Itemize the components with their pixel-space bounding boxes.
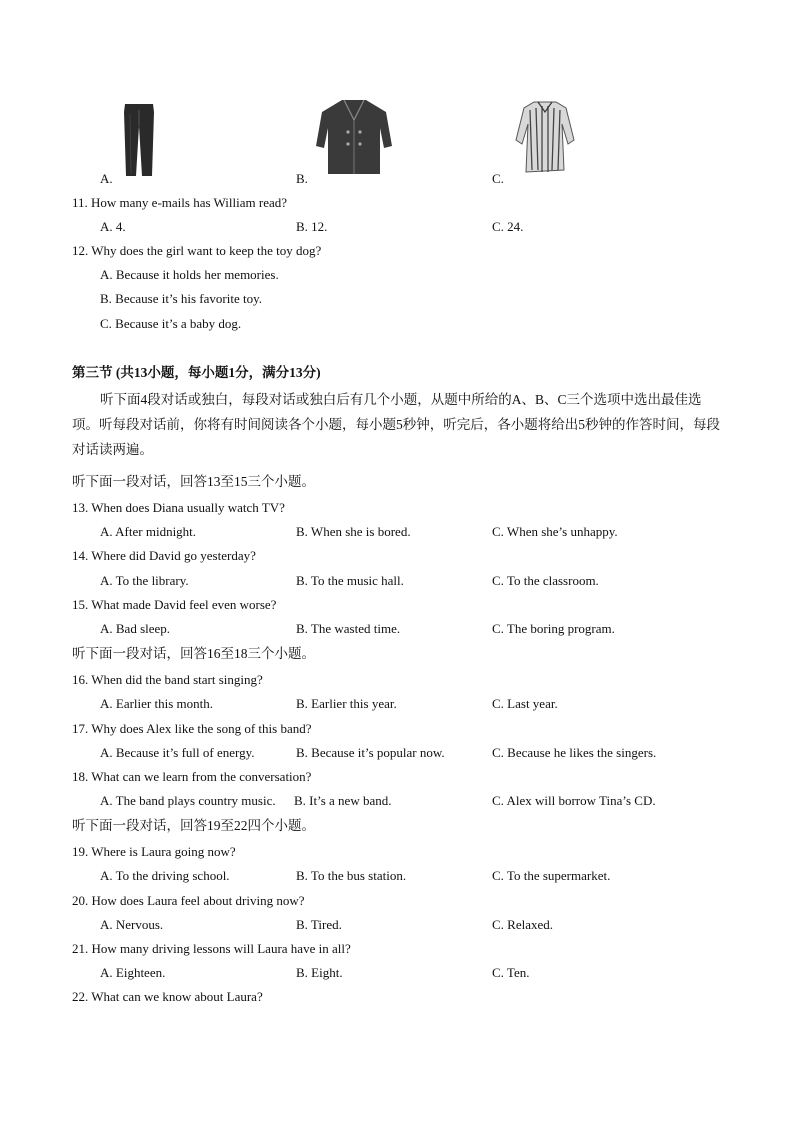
q18-option-b: B. It’s a new band. <box>294 793 392 808</box>
q14-option-c: C. To the classroom. <box>492 573 599 588</box>
q21-option-c: C. Ten. <box>492 965 530 980</box>
question-17: 17. Why does Alex like the song of this band? <box>72 721 312 736</box>
q20-option-a: A. Nervous. <box>100 917 164 932</box>
group-3-note: 听下面一段对话，回答19至22四个小题。 <box>72 818 315 833</box>
q13-option-a: A. After midnight. <box>100 524 197 539</box>
q15-option-b: B. The wasted time. <box>296 621 401 636</box>
q13-option-b: B. When she is bored. <box>296 524 411 539</box>
q15-option-a: A. Bad sleep. <box>100 621 171 636</box>
q13-option-c: C. When she’s unhappy. <box>492 524 618 539</box>
question-22: 22. What can we know about Laura? <box>72 989 263 1004</box>
q18-option-c: C. Alex will borrow Tina’s CD. <box>492 793 656 808</box>
q16-option-a: A. Earlier this month. <box>100 696 214 711</box>
q17-option-b: B. Because it’s popular now. <box>296 745 445 760</box>
coat-image <box>314 98 394 178</box>
question-13: 13. When does Diana usually watch TV? <box>72 500 285 515</box>
q12-option-b: B. Because it’s his favorite toy. <box>100 291 262 306</box>
q21-option-b: B. Eight. <box>296 965 343 980</box>
q20-option-b: B. Tired. <box>296 917 342 932</box>
q19-option-a: A. To the driving school. <box>100 868 230 883</box>
q15-option-c: C. The boring program. <box>492 621 615 636</box>
q12-option-a: A. Because it holds her memories. <box>100 267 279 282</box>
q21-option-a: A. Eighteen. <box>100 965 166 980</box>
question-21: 21. How many driving lessons will Laura have in all? <box>72 941 351 956</box>
q17-option-c: C. Because he likes the singers. <box>492 745 657 760</box>
q12-option-c: C. Because it’s a baby dog. <box>100 316 242 331</box>
picture-option-b: B. <box>296 171 308 186</box>
question-16: 16. When did the band start singing? <box>72 672 263 687</box>
q18-option-a: A. The band plays country music. <box>100 793 276 808</box>
q14-option-b: B. To the music hall. <box>296 573 404 588</box>
question-20: 20. How does Laura feel about driving now? <box>72 893 305 908</box>
q17-option-a: A. Because it’s full of energy. <box>100 745 255 760</box>
question-18: 18. What can we learn from the conversation? <box>72 769 312 784</box>
shirt-image <box>514 100 576 174</box>
question-12: 12. Why does the girl want to keep the toy dog? <box>72 243 322 258</box>
question-15: 15. What made David feel even worse? <box>72 597 277 612</box>
q11-option-c: C. 24. <box>492 219 524 234</box>
q11-option-b: B. 12. <box>296 219 328 234</box>
picture-option-c: C. <box>492 171 504 186</box>
q11-option-a: A. 4. <box>100 219 126 234</box>
section-3-header: 第三节 (共13小题，每小题1分，满分13分) <box>72 365 321 380</box>
q19-option-b: B. To the bus station. <box>296 868 407 883</box>
question-19: 19. Where is Laura going now? <box>72 844 236 859</box>
section-3-instructions: 听下面4段对话或独白，每段对话或独白后有几个小题，从题中所给的A、B、C三个选项中选出最佳选项。听每段对话前，你将有时间阅读各个小题，每小题5秒钟，听完后，各小题将给出5秒钟的作答时间，每段对话读两遍。 <box>72 392 720 457</box>
q16-option-b: B. Earlier this year. <box>296 696 397 711</box>
q19-option-c: C. To the supermarket. <box>492 868 611 883</box>
group-1-note: 听下面一段对话，回答13至15三个小题。 <box>72 474 315 489</box>
question-14: 14. Where did David go yesterday? <box>72 548 256 563</box>
trousers-image <box>122 104 156 178</box>
q20-option-c: C. Relaxed. <box>492 917 554 932</box>
picture-option-a: A. <box>100 171 113 186</box>
q16-option-c: C. Last year. <box>492 696 558 711</box>
question-11: 11. How many e-mails has William read? <box>72 195 288 210</box>
q14-option-a: A. To the library. <box>100 573 189 588</box>
group-2-note: 听下面一段对话，回答16至18三个小题。 <box>72 646 315 661</box>
